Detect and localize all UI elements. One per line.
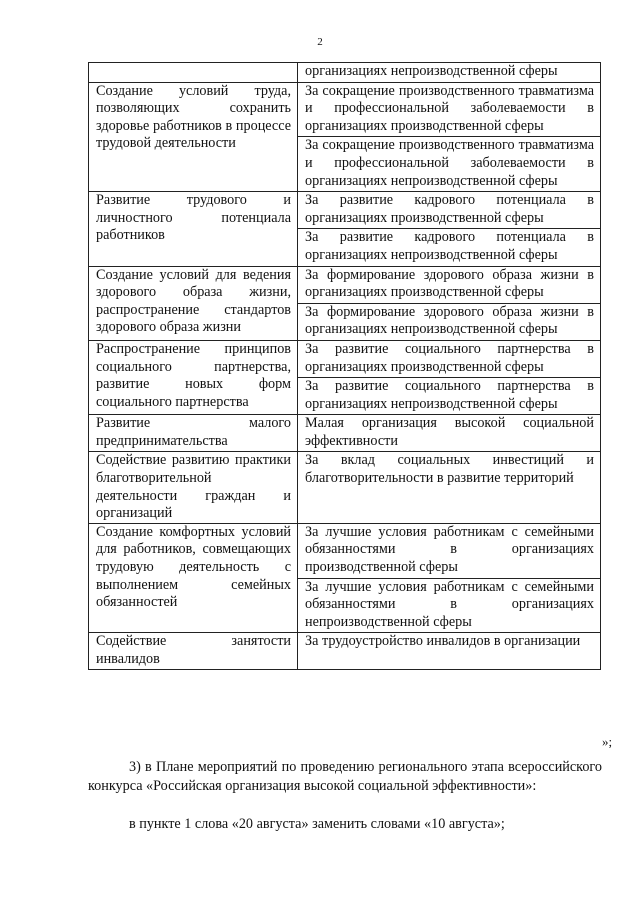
nomination-cell — [298, 415, 601, 452]
nomination-cell — [298, 452, 601, 523]
nomination-item: Малая организация высокой социальной эффективности — [305, 415, 594, 449]
closing-quote: »; — [602, 734, 613, 749]
page-number: 2 — [317, 36, 323, 48]
nomination-cell — [298, 340, 601, 414]
nomination-item: За развитие кадрового потенциала в организациях непроизводственной сферы — [298, 228, 600, 265]
category-cell: Развитие трудового и личностного потенциала работников — [89, 192, 298, 266]
paragraph-plan-amendment: 3) в Плане мероприятий по проведению регионального этапа всероссийского конкурса «Российская организация высокой социальной эффективности»: — [88, 759, 602, 794]
table-row — [89, 415, 601, 452]
nomination-cell — [298, 82, 601, 192]
category-cell: Развитие малого предпринимательства — [89, 415, 298, 452]
nomination-item: За сокращение производственного травматизма и профессиональной заболеваемости в организациях непроизводственной сферы — [298, 136, 600, 191]
nomination-item: За лучшие условия работникам с семейными обязанностями в организациях производственной сферы — [305, 523, 594, 576]
nomination-item: За формирование здорового образа жизни в организациях непроизводственной сферы — [298, 303, 600, 340]
nomination-item: За лучшие условия работникам с семейными обязанностями в организациях непроизводственной сферы — [298, 578, 600, 633]
table-row — [89, 63, 601, 83]
category-cell: Распространение принципов социального партнерства, развитие новых форм социального партнерства — [89, 340, 298, 414]
nomination-item: За трудоустройство инвалидов в организации — [305, 633, 581, 650]
nomination-cell — [298, 192, 601, 266]
table-row — [89, 266, 601, 340]
table-row — [89, 192, 601, 266]
table-row — [89, 452, 601, 523]
category-cell: Содействие развитию практики благотворительной деятельности граждан и организаций — [89, 452, 298, 523]
nomination-item: За вклад социальных инвестиций и благотворительности в развитие территорий — [305, 452, 594, 487]
category-cell: Содействие занятости инвалидов — [89, 633, 298, 669]
nominations-table — [88, 62, 601, 670]
paragraph-date-change: в пункте 1 слова «20 августа» заменить словами «10 августа»; — [129, 816, 505, 832]
nomination-item: За развитие кадрового потенциала в организациях производственной сферы — [305, 192, 594, 226]
nomination-item: За развитие социального партнерства в организациях производственной сферы — [305, 340, 594, 375]
nomination-item: За сокращение производственного травматизма и профессиональной заболеваемости в организациях производственной сферы — [305, 82, 594, 134]
nomination-cell — [298, 63, 601, 83]
category-cell: Создание комфортных условий для работников, совмещающих трудовую деятельность с выполнением семейных обязанностей — [89, 523, 298, 633]
category-cell: Создание условий труда, позволяющих сохранить здоровье работников в процессе трудовой деятельности — [89, 82, 298, 192]
nomination-item: организациях непроизводственной сферы — [305, 63, 558, 79]
nomination-cell — [298, 633, 601, 669]
nomination-cell — [298, 523, 601, 633]
category-cell — [89, 63, 298, 83]
nomination-item: За формирование здорового образа жизни в организациях производственной сферы — [305, 266, 594, 301]
category-cell: Создание условий для ведения здорового образа жизни, распространение стандартов здорового образа жизни — [89, 266, 298, 340]
nomination-cell — [298, 266, 601, 340]
nomination-item: За развитие социального партнерства в организациях непроизводственной сферы — [298, 377, 600, 414]
table-row — [89, 82, 601, 192]
table-row — [89, 340, 601, 414]
table-row — [89, 633, 601, 669]
table-row — [89, 523, 601, 633]
